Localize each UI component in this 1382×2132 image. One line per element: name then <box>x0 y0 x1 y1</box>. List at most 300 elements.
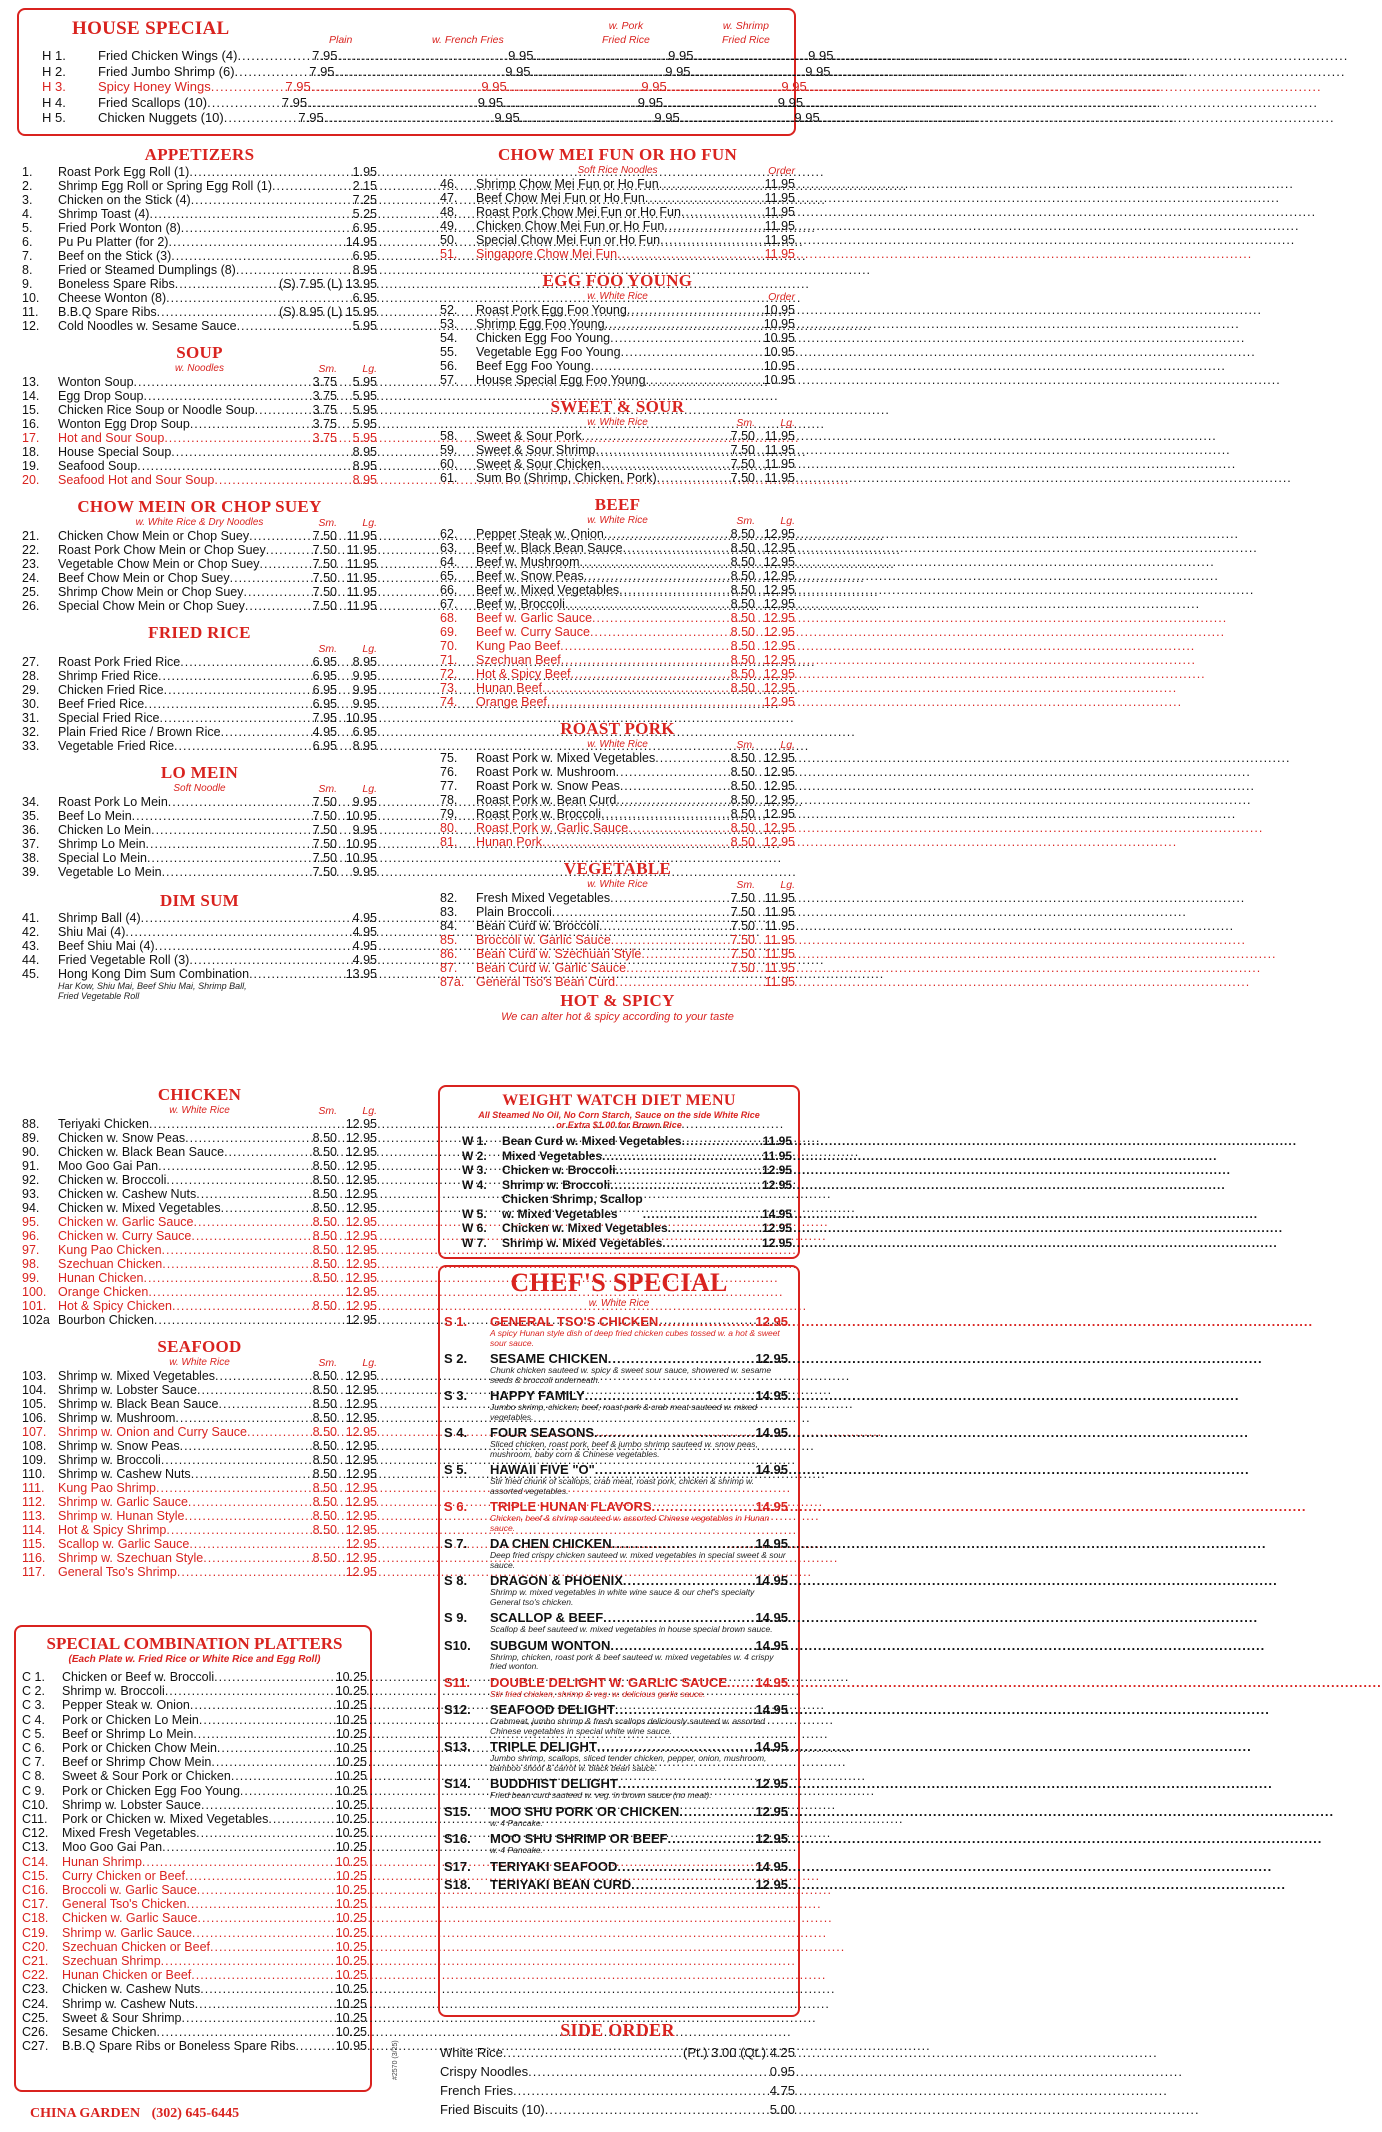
lomein-large-header: Lg. <box>362 783 377 795</box>
menu-item <box>22 1812 367 1826</box>
menu-item <box>440 821 795 835</box>
item-number: S11. <box>444 1674 471 1690</box>
leader-dots <box>679 1804 755 1819</box>
menu-item <box>440 527 795 541</box>
item-number: S 7. <box>444 1536 468 1551</box>
chef-special-subtitle: w. White Rice <box>588 1298 650 1309</box>
item-price-small: 8.50 <box>312 1201 337 1215</box>
menu-item <box>440 933 795 947</box>
item-name: Szechuan Shrimp <box>62 1954 161 1969</box>
item-price-small: 8.50 <box>312 1481 337 1495</box>
item-number: S 2. <box>444 1351 468 1366</box>
menu-item <box>446 1134 792 1149</box>
item-name: Beef w. Black Bean Sauce <box>476 541 623 555</box>
item-price-small: 8.50 <box>730 793 755 807</box>
appetizers-section <box>22 145 377 333</box>
item-number: 38. <box>22 851 40 865</box>
item-number: C26. <box>22 2025 49 2040</box>
item-number: 87a. <box>440 975 465 989</box>
side-order-item <box>440 2081 795 2100</box>
menu-item <box>440 793 795 807</box>
item-name: Shrimp w. Szechuan Style <box>58 1551 204 1565</box>
item-price: 4.75 <box>769 2083 795 2098</box>
item-price-small: 8.50 <box>312 1299 337 1313</box>
hot-spicy-subtitle: We can alter hot & spicy according to your taste <box>501 1011 734 1023</box>
item-price-small: 6.95 <box>312 683 337 697</box>
leader-dots <box>571 667 716 681</box>
seafood-section <box>22 1337 377 1579</box>
combo-list <box>22 1670 367 2053</box>
menu-item <box>22 305 377 319</box>
item-price-large: 12.95 <box>345 1537 377 1551</box>
chef-special-item <box>444 1675 794 1700</box>
leader-dots <box>214 1670 336 1684</box>
item-number: 90. <box>22 1145 40 1159</box>
item-number: C 5. <box>22 1726 45 1741</box>
item-name: Shrimp Chow Mei Fun or Ho Fun <box>476 177 659 191</box>
leader-dots <box>657 471 715 485</box>
item-name: DRAGON & PHOENIX <box>490 1573 623 1588</box>
item-name: Hot & Spicy Beef <box>476 667 571 681</box>
item-price-large: 12.95 <box>763 625 795 639</box>
item-price-small: 8.50 <box>730 541 755 555</box>
chowmein-section <box>22 497 377 613</box>
item-price-large: 12.95 <box>345 1481 377 1495</box>
house-special-item <box>22 94 804 111</box>
item-description: w. 4 Pancake. <box>490 1817 543 1828</box>
item-name: Fried Pork Wonton (8) <box>58 221 181 235</box>
appetizers-title: APPETIZERS <box>144 145 255 164</box>
menu-item <box>22 1271 377 1285</box>
menu-item <box>440 597 795 611</box>
lomein-header <box>22 783 377 795</box>
menu-item <box>22 1299 377 1313</box>
leader-dots <box>605 317 764 331</box>
menu-item <box>22 1855 367 1869</box>
item-number: W 3. <box>462 1163 487 1177</box>
menu-item <box>22 683 377 697</box>
leader-dots <box>236 263 353 277</box>
item-price: 10.25 <box>335 2025 367 2040</box>
item-price-large: 12.95 <box>763 807 795 821</box>
item-name: SEAFOOD DELIGHT <box>490 1702 615 1717</box>
leader-dots <box>161 1954 336 1968</box>
item-number: 53. <box>440 317 458 331</box>
lomein-title: LO MEIN <box>160 763 239 782</box>
item-number: C 8. <box>22 1769 45 1784</box>
item-name: Bourbon Chicken <box>58 1313 154 1327</box>
appetizers-list <box>22 165 377 333</box>
item-description: Sliced chicken, roast pork, beef & jumbo shrimp sauteed w. snow peas, mushroom, baby corn & Chinese vegetables. <box>490 1439 758 1459</box>
item-name: Shrimp w. Broccoli <box>62 1684 165 1699</box>
leader-dots <box>196 1187 297 1201</box>
item-name: Chicken Rice Soup or Noodle Soup <box>58 403 255 417</box>
item-price-large: 12.95 <box>345 1299 377 1313</box>
menu-item <box>22 1940 367 1954</box>
item-number: C 7. <box>22 1755 45 1770</box>
item-description: Stir fried chicken, shrimp & veg. w. delicious garlic sauce. <box>490 1688 706 1699</box>
leader-dots <box>627 303 764 317</box>
menu-item <box>22 529 377 543</box>
item-price: 10.25 <box>335 1712 367 1727</box>
item-number: C25. <box>22 2010 49 2025</box>
house-col-pork-rice: w. Pork Fried Rice <box>602 20 650 46</box>
item-number: 95. <box>22 1215 40 1229</box>
eggfoo-header <box>440 291 795 303</box>
item-number: 80. <box>440 821 458 835</box>
sweetsour-section <box>440 397 795 485</box>
item-number: 30. <box>22 697 40 711</box>
leader-dots <box>584 569 715 583</box>
item-number: 16. <box>22 417 40 431</box>
friedrice-header <box>22 643 377 655</box>
item-number: C 3. <box>22 1698 45 1713</box>
item-price-small: 8.50 <box>730 751 755 765</box>
leader-dots <box>188 1495 297 1509</box>
item-price: 10.25 <box>335 1812 367 1827</box>
item-price-large: 11.95 <box>764 905 795 919</box>
leader-dots <box>660 233 765 247</box>
item-name: Shrimp w. Cashew Nuts <box>58 1467 191 1481</box>
eggfoo-order-header: Order <box>768 291 795 303</box>
item-description: Chicken, beef & shrimp sauteed w. assorted Chinese vegetables in Hunan sauce. <box>490 1513 770 1533</box>
item-price-large: 5.95 <box>352 375 377 389</box>
item-number: 74. <box>440 695 458 709</box>
item-price-large: 11.95 <box>764 933 795 947</box>
item-number: 76. <box>440 765 458 779</box>
dimsum-title: DIM SUM <box>159 891 240 910</box>
item-price: 12.95 <box>761 1221 792 1235</box>
sweetsour-header <box>440 417 795 429</box>
item-name: Crispy Noodles <box>440 2064 529 2079</box>
item-number: 86. <box>440 947 458 961</box>
menu-item <box>444 1462 794 1477</box>
item-price: 14.95 <box>755 1739 788 1754</box>
item-name: Shrimp w. Lobster Sauce <box>62 1797 201 1812</box>
item-name: Singapore Chow Mei Fun <box>476 247 618 261</box>
item-number: 111. <box>22 1481 45 1495</box>
item-name: French Fries <box>440 2083 513 2098</box>
item-name: TRIPLE HUNAN FLAVORS <box>490 1499 652 1514</box>
item-price-small: 8.50 <box>312 1131 337 1145</box>
item-name: Plain Broccoli <box>476 905 552 919</box>
menu-item <box>22 823 377 837</box>
item-price-large: 12.95 <box>345 1411 377 1425</box>
menu-item <box>444 1702 794 1717</box>
item-name: Shrimp w. Garlic Sauce <box>62 1925 192 1940</box>
item-number: 44. <box>22 953 40 967</box>
leader-dots <box>268 1812 335 1826</box>
menu-item <box>22 1755 367 1769</box>
left-column-bottom <box>22 1085 377 1579</box>
item-number: 29. <box>22 683 40 697</box>
leader-dots <box>618 1776 756 1791</box>
leader-dots <box>157 2025 336 2039</box>
item-number: C18. <box>22 1911 49 1926</box>
leader-dots <box>190 417 297 431</box>
item-number: S12. <box>444 1702 471 1717</box>
leader-dots <box>158 1159 297 1173</box>
item-number: 20. <box>22 473 40 487</box>
item-name: Shrimp Fried Rice <box>58 669 159 683</box>
item-name: Wonton Egg Drop Soup <box>58 417 190 431</box>
item-name: Sweet & Sour Pork <box>476 429 582 443</box>
item-number: 1. <box>22 165 33 179</box>
item-name: Orange Chicken <box>58 1285 149 1299</box>
item-name: Chicken w. Broccoli <box>502 1163 616 1177</box>
menu-item <box>22 1229 377 1243</box>
menu-item <box>440 667 795 681</box>
leader-dots <box>311 79 471 95</box>
leader-dots <box>181 221 353 235</box>
leader-dots <box>646 373 764 387</box>
weight-watch-title: WEIGHT WATCH DIET MENU <box>502 1092 736 1109</box>
item-number: 41. <box>22 911 40 925</box>
leader-dots <box>249 967 346 981</box>
soup-section <box>22 343 377 487</box>
leader-dots <box>620 779 715 793</box>
item-name: Chicken w. Mixed Vegetables <box>502 1221 668 1235</box>
item-name: TRIPLE DELIGHT <box>490 1739 597 1754</box>
leader-dots <box>582 429 715 443</box>
item-price: 10.25 <box>335 1741 367 1756</box>
item-price: 10.95 <box>763 331 795 345</box>
leader-dots <box>601 807 715 821</box>
item-price: (S) 8.95 (L) 15.95 <box>279 305 377 319</box>
item-price-large: 8.95 <box>352 739 377 753</box>
leader-dots <box>616 1163 762 1178</box>
item-price-large: 11.95 <box>764 947 795 961</box>
item-price: 10.25 <box>335 1840 367 1855</box>
house-special-item <box>22 63 831 80</box>
item-price-large: 11.95 <box>764 961 795 975</box>
leader-dots <box>142 1855 336 1869</box>
leader-dots <box>125 925 352 939</box>
item-name: Special Chow Mein or Chop Suey <box>58 599 245 613</box>
leader-dots <box>189 165 352 179</box>
chef-special-item <box>444 1314 794 1348</box>
item-price: 7.95 <box>281 94 308 110</box>
item-price-large: 5.95 <box>352 403 377 417</box>
item-price-small: 7.50 <box>730 961 755 975</box>
item-description: Shrimp w. mixed vegetables in white wine sauce & our chef's specialty General tso's chicken. <box>490 1587 755 1607</box>
item-name: Chicken Egg Foo Young <box>476 331 611 345</box>
menu-item <box>22 1425 377 1439</box>
item-price-small: 7.95 <box>312 711 337 725</box>
chowfun-title: CHOW MEI FUN OR HO FUN <box>497 145 738 164</box>
hot-spicy-section <box>440 991 795 1023</box>
menu-item <box>22 1439 377 1453</box>
leader-dots <box>132 809 297 823</box>
menu-item <box>22 1117 377 1131</box>
menu-item <box>22 1727 367 1741</box>
menu-item <box>22 1997 367 2011</box>
item-number: 94. <box>22 1201 40 1215</box>
item-number: S17. <box>444 1858 471 1874</box>
leader-dots <box>615 975 715 989</box>
item-name: Shrimp w. Mixed Vegetables <box>502 1235 663 1250</box>
item-name: Roast Pork w. Bean Curd <box>476 793 617 807</box>
menu-item <box>440 457 795 471</box>
item-number: 66. <box>440 583 458 597</box>
item-name: Roast Pork w. Broccoli <box>476 807 602 821</box>
item-number: 91. <box>22 1159 40 1173</box>
leader-dots <box>221 1201 297 1215</box>
item-number: 112. <box>22 1495 46 1509</box>
combo-subtitle: (Each Plate w. Fried Rice or White Rice and Egg Roll) <box>68 1654 321 1665</box>
item-price-large: 11.95 <box>764 443 795 457</box>
leader-dots <box>335 64 495 80</box>
weight-watch-list <box>446 1134 792 1250</box>
item-price-small: 7.50 <box>312 851 337 865</box>
leader-dots <box>266 543 297 557</box>
house-special-item <box>22 110 820 126</box>
item-name: Shrimp w. Mixed Vegetables <box>58 1369 216 1383</box>
item-number: C19. <box>22 1925 49 1940</box>
leader-dots <box>610 891 715 905</box>
menu-item <box>440 835 795 849</box>
leader-dots <box>221 725 297 739</box>
item-number: H 4. <box>42 94 66 110</box>
menu-item <box>22 809 377 823</box>
leader-dots <box>210 1940 336 1954</box>
item-name: Spicy Honey Wings <box>98 79 211 94</box>
item-name: DA CHEN CHICKEN <box>490 1536 612 1551</box>
item-name: GENERAL TSO'S CHICKEN <box>490 1314 659 1329</box>
menu-item <box>22 1495 377 1509</box>
item-number: 54. <box>440 331 458 345</box>
soup-small-header: Sm. <box>318 363 337 375</box>
lomein-small-header: Sm. <box>318 783 337 795</box>
item-number: S 8. <box>444 1573 468 1588</box>
soup-large-header: Lg. <box>362 363 377 375</box>
roastpork-small-header: Sm. <box>736 739 755 751</box>
item-name: Fried Chicken Wings (4) <box>98 48 238 63</box>
item-name: Chicken w. Mixed Vegetables <box>58 1201 221 1215</box>
item-number: C11. <box>22 1812 48 1827</box>
leader-dots <box>180 1439 297 1453</box>
leader-dots <box>203 1551 297 1565</box>
leader-dots <box>193 1215 297 1229</box>
item-price-small: 7.50 <box>312 529 337 543</box>
item-price: 11.95 <box>764 205 795 219</box>
item-price-small: 7.50 <box>730 905 755 919</box>
beef-section <box>440 495 795 709</box>
leader-dots <box>592 611 715 625</box>
item-number: C21. <box>22 1954 49 1969</box>
item-name: Scallop w. Garlic Sauce <box>58 1537 190 1551</box>
item-number: 61. <box>440 471 458 485</box>
vegetable-section <box>440 859 795 989</box>
menu-item <box>22 571 377 585</box>
menu-item <box>440 345 795 359</box>
item-price: 9.95 <box>494 110 520 125</box>
item-number: C 1. <box>22 1670 45 1684</box>
item-number: S 4. <box>444 1425 468 1440</box>
leader-dots <box>612 1536 756 1551</box>
leader-dots <box>148 1285 297 1299</box>
item-price-small: 3.75 <box>312 389 337 403</box>
leader-dots <box>520 110 644 126</box>
item-number: 35. <box>22 809 40 823</box>
item-name: Hunan Chicken <box>58 1271 144 1285</box>
item-price-large: 9.95 <box>352 795 377 809</box>
item-price-small: 7.50 <box>312 809 337 823</box>
leader-dots <box>691 64 795 80</box>
menu-item <box>440 331 795 345</box>
leader-dots <box>171 249 352 263</box>
item-price-large: 12.95 <box>763 541 795 555</box>
menu-item <box>440 233 795 247</box>
leader-dots <box>191 193 353 207</box>
side-order-item <box>440 2062 795 2081</box>
leader-dots <box>201 1798 336 1812</box>
menu-item <box>22 697 377 711</box>
item-number: 65. <box>440 569 458 583</box>
menu-item <box>444 1776 794 1791</box>
item-description: A spicy Hunan style dish of deep fried chicken cubes tossed w. a hot & sweet sour sauce. <box>490 1328 780 1348</box>
item-price-large: 12.95 <box>763 793 795 807</box>
item-name: MOO SHU SHRIMP OR BEEF <box>490 1831 668 1846</box>
item-price-small: 8.50 <box>312 1187 337 1201</box>
menu-item <box>22 1481 377 1495</box>
item-number: 81. <box>440 835 458 849</box>
menu-item <box>22 967 377 981</box>
item-number: 36. <box>22 823 40 837</box>
menu-item <box>22 1187 377 1201</box>
item-price-large: 12.95 <box>763 639 795 653</box>
item-price: 10.25 <box>335 1939 367 1954</box>
item-number: 73. <box>440 681 458 695</box>
item-number: 15. <box>22 403 40 417</box>
item-price-small: 8.50 <box>312 1551 337 1565</box>
item-price-large: 12.95 <box>763 821 795 835</box>
item-number: 85. <box>440 933 458 947</box>
item-name: Chicken Fried Rice <box>58 683 164 697</box>
item-name: Hunan Pork <box>476 835 543 849</box>
item-number: 67. <box>440 597 458 611</box>
leader-dots <box>307 95 467 111</box>
item-number: 37. <box>22 837 40 851</box>
leader-dots <box>161 1453 297 1467</box>
soup-header <box>22 363 377 375</box>
menu-item <box>22 1523 377 1537</box>
chef-special-item <box>444 1388 794 1422</box>
leader-dots <box>595 1462 756 1477</box>
item-name: Chicken w. Garlic Sauce <box>62 1911 198 1926</box>
item-name: House Special Egg Foo Young <box>476 373 646 387</box>
menu-item <box>22 165 377 179</box>
item-number: C 4. <box>22 1712 45 1727</box>
menu-item <box>22 249 377 263</box>
menu-item <box>444 1831 794 1846</box>
menu-item <box>22 1397 377 1411</box>
chowfun-section <box>440 145 795 261</box>
leader-dots <box>610 331 764 345</box>
item-price: 9.95 <box>477 94 504 110</box>
item-price-small: 7.50 <box>312 865 337 879</box>
item-name: Seafood Hot and Sour Soup <box>58 473 215 487</box>
menu-item <box>440 695 795 709</box>
menu-item <box>22 1897 367 1911</box>
item-number: 33. <box>22 739 40 753</box>
leader-dots <box>727 1675 756 1690</box>
item-number: 92. <box>22 1173 40 1187</box>
menu-item <box>440 583 795 597</box>
item-price: 14.95 <box>755 1702 788 1717</box>
item-number: 102a <box>22 1313 50 1327</box>
item-name: Beef or Shrimp Chow Mein <box>62 1755 212 1770</box>
